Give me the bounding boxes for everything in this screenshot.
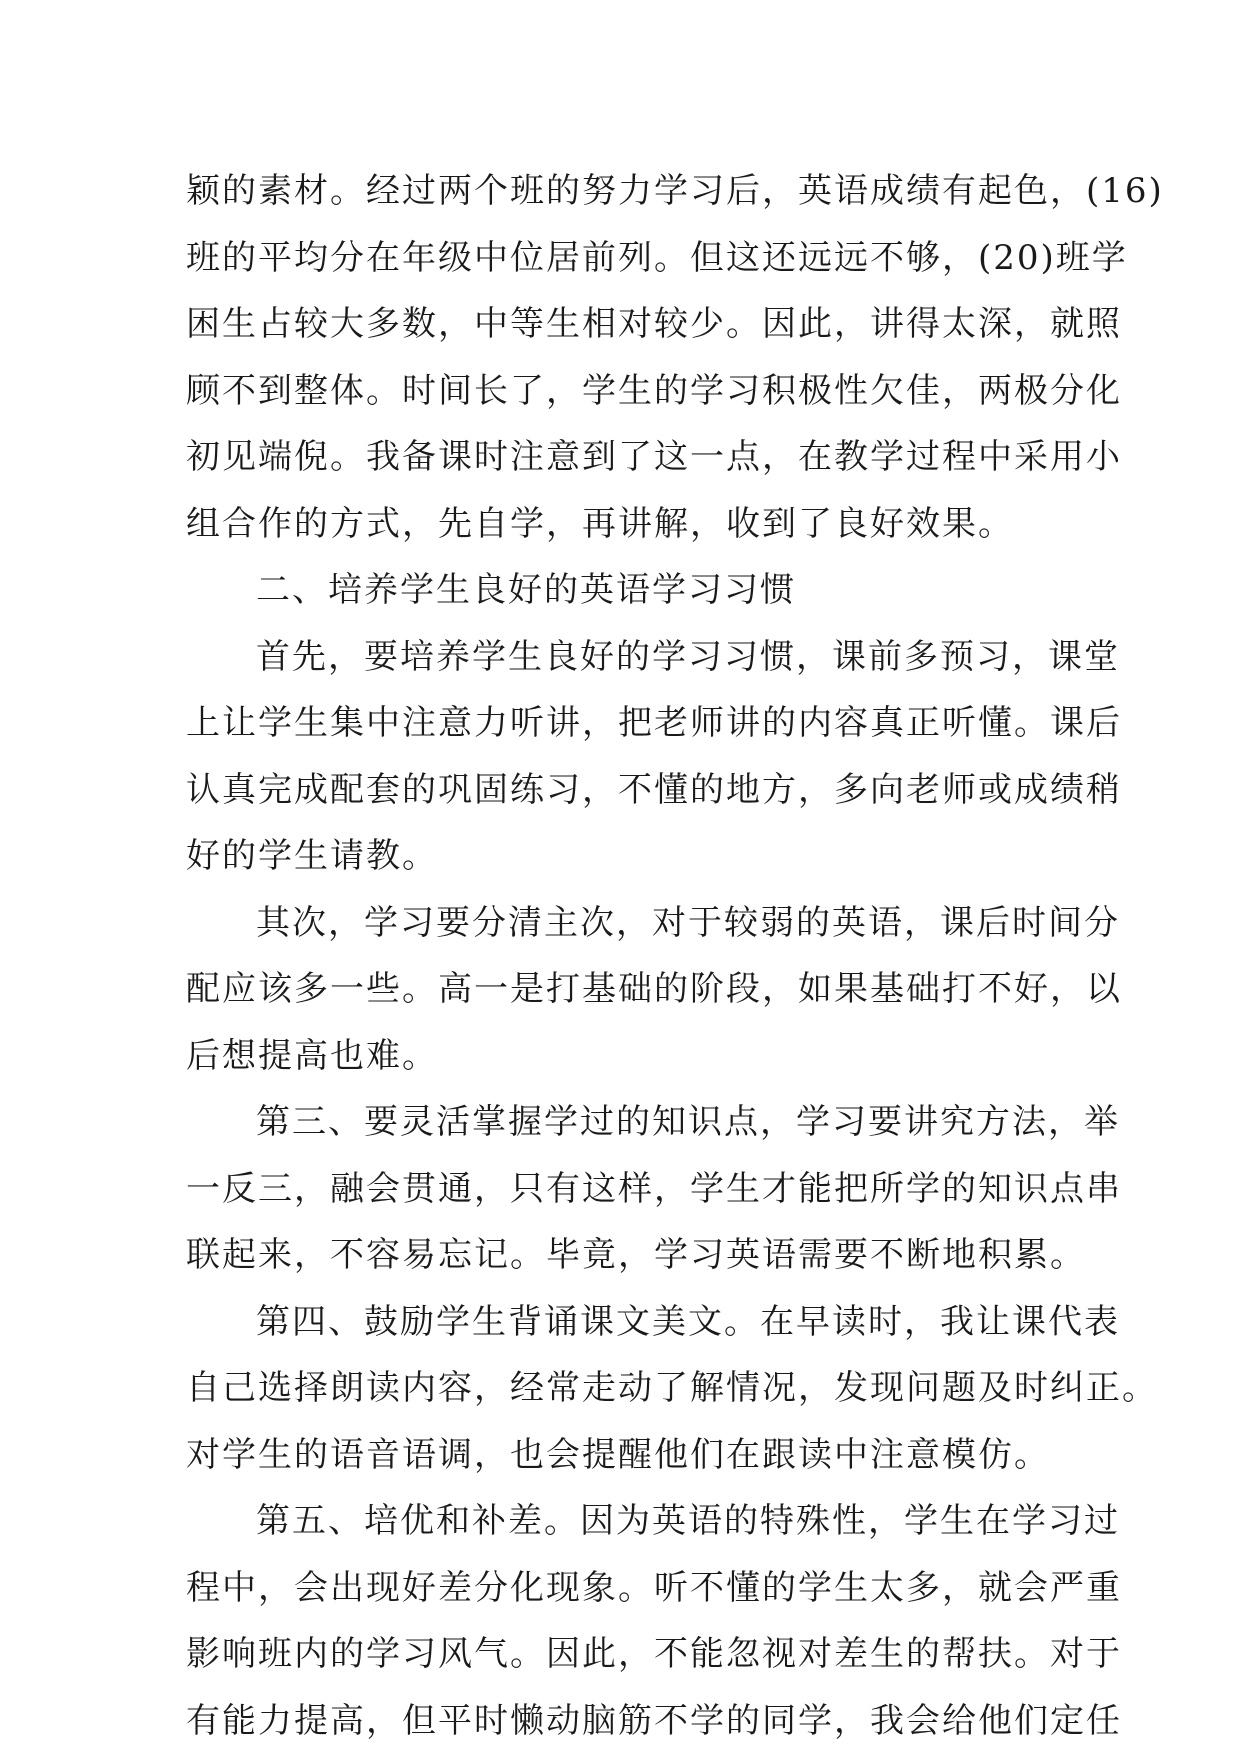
section-heading: 二、培养学生良好的英语学习习惯 <box>256 570 796 610</box>
text-line: 自己选择朗读内容，经常走动了解情况，发现问题及时纠正。 <box>186 1368 1158 1408</box>
text-line: 有能力提高，但平时懒动脑筋不学的同学，我会给他们定任 <box>186 1700 1122 1741</box>
document-body <box>186 158 1164 1754</box>
text-line: 首先，要培养学生良好的学习习惯，课前多预习，课堂 <box>256 636 1120 677</box>
text-line: 初见端倪。我备课时注意到了这一点，在教学过程中采用小 <box>186 437 1122 477</box>
text-line: 第四、鼓励学生背诵课文美文。在早读时，我让课代表 <box>256 1301 1120 1342</box>
text-line: 困生占较大多数，中等生相对较少。因此，讲得太深，就照 <box>186 304 1122 344</box>
text-line: 对学生的语音语调，也会提醒他们在跟读中注意模仿。 <box>186 1434 1050 1475</box>
text-line: 影响班内的学习风气。因此，不能忽视对差生的帮扶。对于 <box>186 1634 1122 1674</box>
text-line: 组合作的方式，先自学，再讲解，收到了良好效果。 <box>186 503 1014 544</box>
text-line: 程中，会出现好差分化现象。听不懂的学生太多，就会严重 <box>186 1567 1122 1608</box>
text-line: 第三、要灵活掌握学过的知识点，学习要讲究方法，举 <box>256 1102 1120 1142</box>
text-line: 认真完成配套的巩固练习，不懂的地方，多向老师或成绩稍 <box>186 769 1122 810</box>
text-line: 联起来，不容易忘记。毕竟，学习英语需要不断地积累。 <box>186 1235 1086 1275</box>
text-line: 班的平均分在年级中位居前列。但这还远远不够，(20)班学 <box>186 237 1128 278</box>
text-line: 好的学生请教。 <box>186 836 438 876</box>
text-line: 配应该多一些。高一是打基础的阶段，如果基础打不好，以 <box>186 969 1122 1009</box>
text-line: 颖的素材。经过两个班的努力学习后，英语成绩有起色，(16) <box>186 171 1164 211</box>
text-line: 一反三，融会贯通，只有这样，学生才能把所学的知识点串 <box>186 1168 1122 1209</box>
text-line: 后想提高也难。 <box>186 1035 438 1076</box>
text-line: 其次，学习要分清主次，对于较弱的英语，课后时间分 <box>256 902 1120 943</box>
text-line: 顾不到整体。时间长了，学生的学习积极性欠佳，两极分化 <box>186 370 1122 411</box>
text-line: 上让学生集中注意力听讲，把老师讲的内容真正听懂。课后 <box>186 703 1122 743</box>
text-line: 第五、培优和补差。因为英语的特殊性，学生在学习过 <box>256 1501 1120 1541</box>
